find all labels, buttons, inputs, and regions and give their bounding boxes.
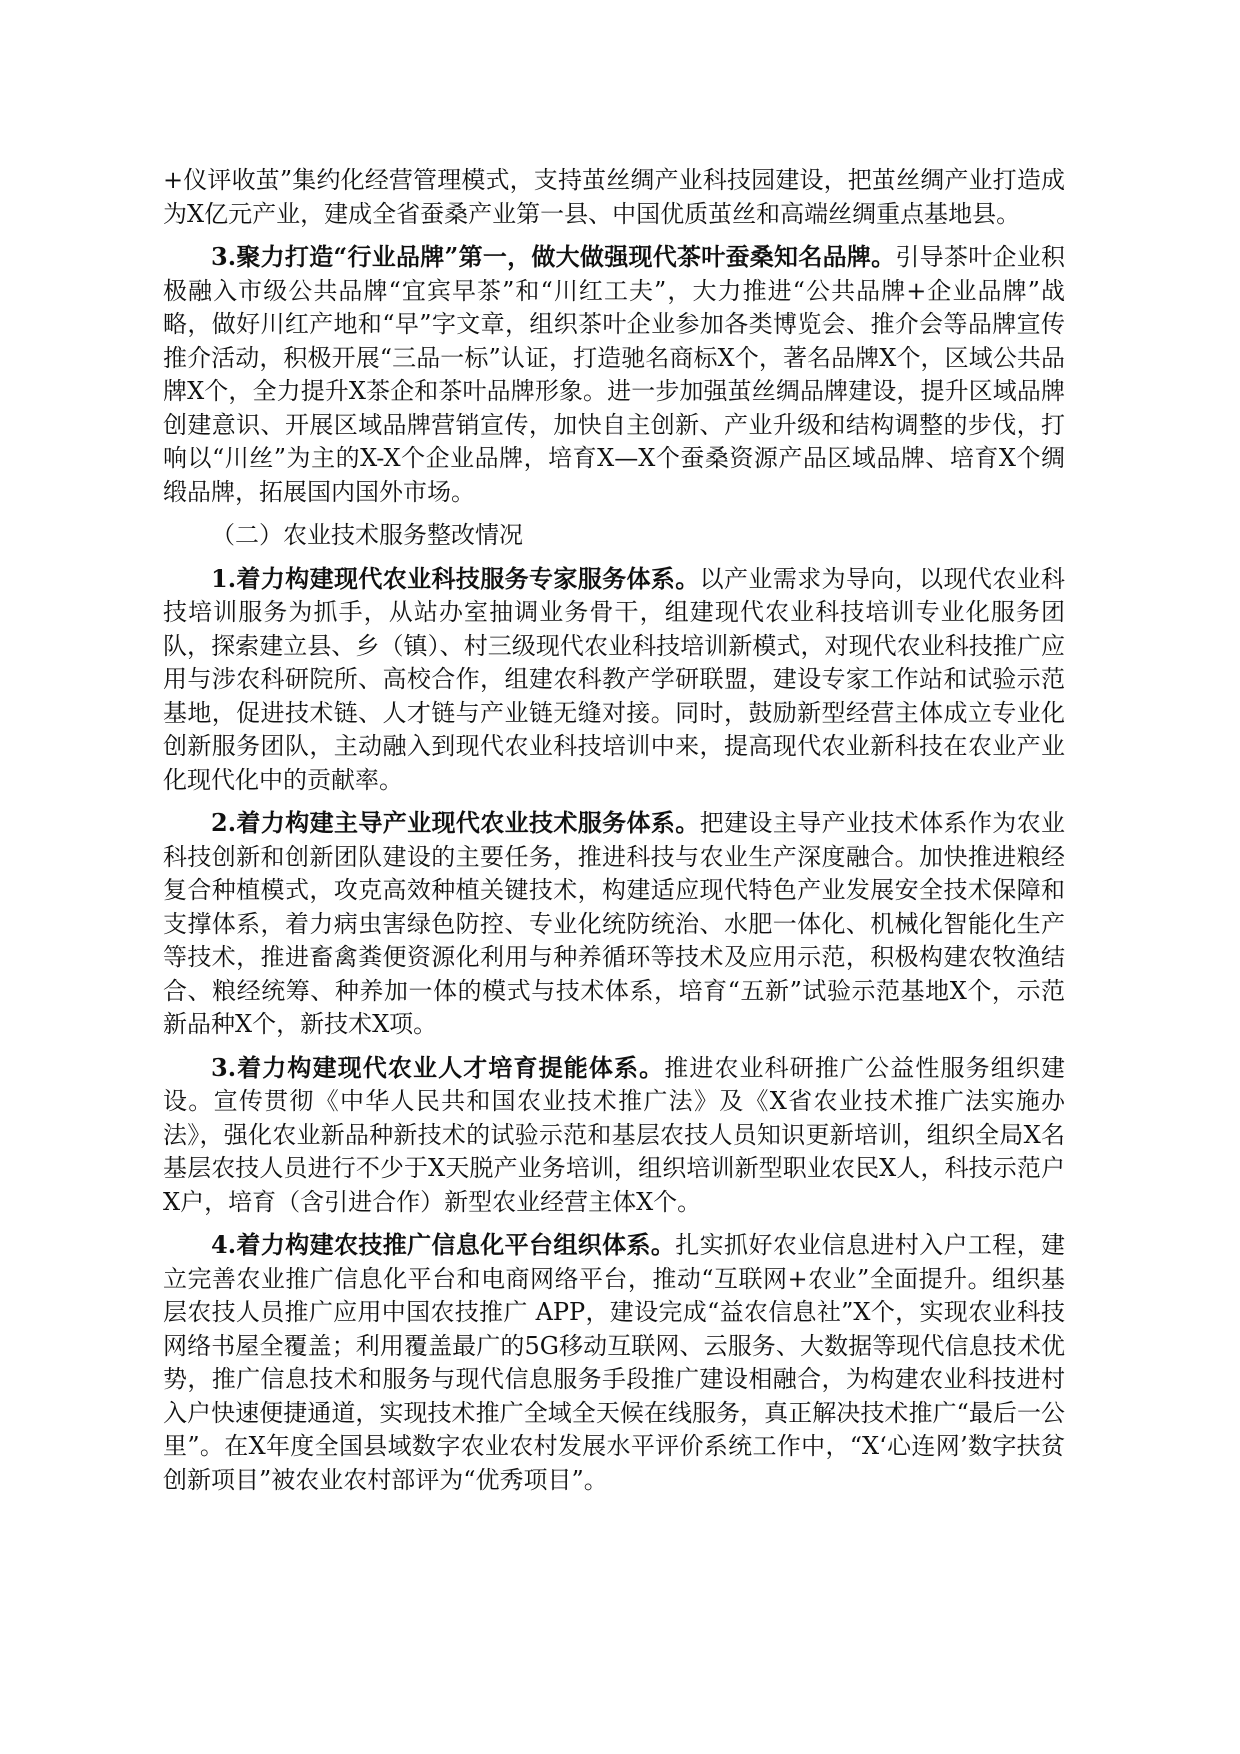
paragraph-talent-training: [163, 1051, 1065, 1220]
paragraph-lead: 3.聚力打造“行业品牌”第一，做大做强现代茶叶蚕桑知名品牌。: [211, 242, 896, 271]
paragraph-text: 把建设主导产业技术体系作为农业科技创新和创新团队建设的主要任务，推进科技与农业生产深度融合。加快推进粮经复合种植模式，攻克高效种植关键技术，构建适应现代特色产业发展安全技术保障和支撑体系，着力病虫害绿色防控、专业化统防统治、水肥一体化、机械化智能化生产等技术，推进畜禽粪便资源化利用与种养循环等技术及应用示范，积极构建农牧渔结合、粮经统筹、种养加一体的模式与技术体系，培育“五新”试验示范基地X个，示范新品种X个，新技术X项。: [163, 809, 1065, 1038]
paragraph-lead: 3.着力构建现代农业人才培育提能体系。: [211, 1052, 665, 1082]
paragraph-text: +仪评收茧”集约化经营管理模式，支持茧丝绸产业科技园建设，把茧丝绸产业打造成为X亿元产业，建成全省蚕桑产业第一县、中国优质茧丝和高端丝绸重点基地县。: [163, 166, 1065, 228]
section-heading-text: （二）农业技术服务整改情况: [211, 521, 523, 549]
section-heading: [163, 518, 1065, 553]
paragraph-brand-building: [163, 240, 1065, 509]
paragraph-expert-service: [163, 562, 1065, 798]
paragraph-informatization: [163, 1228, 1065, 1497]
document-body: [163, 163, 1065, 1506]
paragraph-lead: 4.着力构建农技推广信息化平台组织体系。: [211, 1230, 676, 1259]
paragraph-text: 扎实抓好农业信息进村入户工程，建立完善农业推广信息化平台和电商网络平台，推动“互联网+农业”全面提升。组织基层农技人员推广应用中国农技推广 APP，建设完成“益农信息社”X个，实现农业科技网络书屋全覆盖；利用覆盖最广的5G移动互联网、云服务、大数据等现代信息技术优势，推广信息技术和服务与现代信息服务手段推广建设相融合，为构建农业科技进村入户快速便捷通道，实现技术推广全域全天候在线服务，真正解决技术推广“最后一公里”。在X年度全国县域数字农业农村发展水平评价系统工作中，“X‘心连网’数字扶贫创新项目”被农业农村部评为“优秀项目”。: [163, 1231, 1066, 1494]
paragraph-lead: 1.着力构建现代农业科技服务专家服务体系。: [211, 563, 700, 593]
paragraph-tech-service: [163, 806, 1065, 1042]
paragraph-text: 推进农业科研推广公益性服务组织建设。宣传贯彻《中华人民共和国农业技术推广法》及《X省农业技术推广法实施办法》，强化农业新品种新技术的试验示范和基层农技人员知识更新培训，组织全局X名基层农技人员进行不少于X天脱产业务培训，组织培训新型职业农民X人，科技示范户X户，培育（含引进合作）新型农业经营主体X个。: [163, 1053, 1065, 1216]
paragraph-lead: 2.着力构建主导产业现代农业技术服务体系。: [211, 808, 700, 837]
paragraph-text: 引导茶叶企业积极融入市级公共品牌“宜宾早茶”和“川红工夫”，大力推进“公共品牌+企业品牌”战略，做好川红产地和“早”字文章，组织茶叶企业参加各类博览会、推介会等品牌宣传推介活动，积极开展“三品一标”认证，打造驰名商标X个，著名品牌X个，区域公共品牌X个，全力提升X茶企和茶叶品牌形象。进一步加强茧丝绸品牌建设，提升区域品牌创建意识、开展区域品牌营销宣传，加快自主创新、产业升级和结构调整的步伐，打响以“川丝”为主的X-X个企业品牌，培育X—X个蚕桑资源产品区域品牌、培育X个绸缎品牌，拓展国内国外市场。: [163, 243, 1066, 506]
paragraph-text: 以产业需求为导向，以现代农业科技培训服务为抓手，从站办室抽调业务骨干，组建现代农业科技培训专业化服务团队，探索建立县、乡（镇）、村三级现代农业科技培训新模式，对现代农业科技推广应用与涉农科研院所、高校合作，组建农科教产学研联盟，建设专家工作站和试验示范基地，促进技术链、人才链与产业链无缝对接。同时，鼓励新型经营主体成立专业化创新服务团队，主动融入到现代农业科技培训中来，提高现代农业新科技在农业产业化现代化中的贡献率。: [163, 564, 1065, 794]
paragraph-continuation: [163, 163, 1065, 231]
